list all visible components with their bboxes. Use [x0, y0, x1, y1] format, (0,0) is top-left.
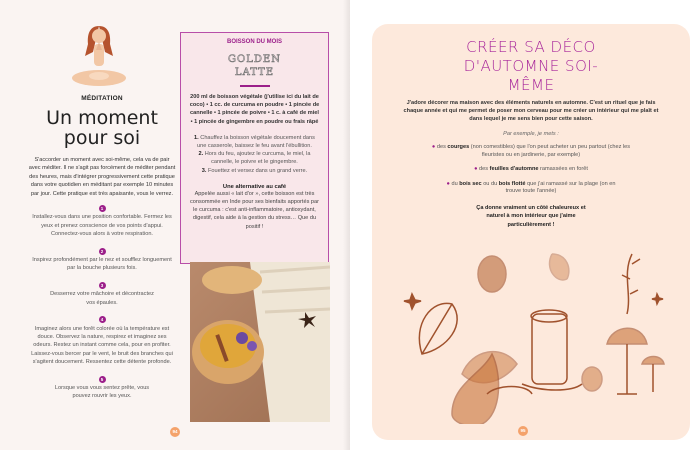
article-intro: S'accorder un moment avec soi-même, cela va de pair avec méditer. Il ne s'agit pas forcément de méditer pendant des heures, mais d'intégrer progressivement cette pratique dans votre quotidien en méditant par exemple 10 minutes par jour. Cette pratique est très apaisante, vous le verrez. [28, 157, 176, 197]
step-text: Installez-vous dans une position confortable. Fermez les yeux et prenez conscience de vos points d'appui. Connectez-vous alors à votre respiration. [32, 214, 172, 238]
recipe-kicker: BOISSON DU MOIS [226, 39, 282, 45]
alternative-title: Une alternative au café [222, 183, 287, 190]
recipe-title: GOLDEN LATTE [228, 54, 281, 78]
step-4 [28, 316, 176, 366]
meditation-woman-illustration [70, 20, 128, 90]
panel-intro: J'adore décorer ma maison avec des éléments naturels en automne. C'est un rituel que je fais chaque année et qui me permet de poser mon cerveau pour me créer un intérieur qui me plaît et dans lequel je me sens bien pour cette saison. [403, 100, 659, 122]
step-number: 4 [99, 316, 106, 323]
recipe-box [180, 32, 329, 264]
step-text: Lorsque vous vous sentez prête, vous pouvez rouvrir les yeux. [54, 384, 150, 400]
section-kicker: MÉDITATION [81, 95, 123, 102]
page-number-right: 95 [518, 426, 528, 436]
step-1 [28, 205, 176, 239]
step-2 [28, 248, 176, 273]
panel-title: CRÉER SA DÉCO D'AUTOMNE SOI-MÊME [463, 38, 599, 94]
step-number: 5 [99, 376, 106, 383]
recipe-step: 1. Chauffez la boisson végétale doucement dans une casserole, baissez le feu avant l'ébullition. [194, 134, 315, 150]
divider [240, 85, 270, 87]
step-text: Imaginez alors une forêt colorée où la température est douce. Observez la nature, respirez et imaginez ses odeurs. Restez un instant comme cela, pour en profiter. Laissez-vous bercer par le vent, le bruit des branches qui s'agitent doucement. Ressentez cette détente profonde. [31, 325, 173, 366]
recipe-step: 2. Hors du feu, ajoutez le curcuma, le miel, la cannelle, le poivre et le gingembre. [198, 151, 311, 166]
golden-latte-photo [190, 262, 330, 422]
list-item: ● des courges (non comestibles) que l'on peut acheter un peu partout (chez les fleuristes ou en jardinerie, par exemple) [431, 144, 631, 158]
panel-conclusion: Ça donne vraiment un côté chaleureux et naturel à mon intérieur que j'aime particulièrement ! [476, 204, 586, 228]
list-item: ● du bois sec ou du bois flotté que j'ai ramassé sur la plage (on en trouve toute l'année) [446, 180, 616, 194]
autumn-deco-panel [372, 24, 690, 440]
step-number: 2 [99, 248, 106, 255]
bullet-icon: ● [431, 144, 436, 150]
bullet-icon: ● [446, 180, 450, 187]
step-number: 3 [99, 282, 106, 289]
step-5 [28, 376, 176, 401]
step-text: Inspirez profondément par le nez et soufflez longuement par la bouche plusieurs fois. [32, 257, 172, 272]
page-number-left: 94 [170, 427, 180, 437]
example-label: Par exemple, je mets : [503, 131, 559, 137]
meditation-article [28, 95, 176, 401]
recipe-ingredients: 200 ml de boisson végétale (j'utilise ici du lait de coco) • 1 cc. de curcuma en poudre • 1 pincée de cannelle • 1 pincée de poivre • 1 c. à café de miel • 1 pincée de gingembre en poudre ou frais râpé [189, 94, 320, 125]
list-item: ● des feuilles d'automne ramassées en forêt [474, 166, 588, 172]
recipe-step: 3. Fouettez et versez dans un grand verre. [201, 167, 308, 174]
alternative-text: Appelée aussi « lait d'or », cette boisson est très consommée en Inde pour ses bienfaits apportés par le curcuma : c'est anti-inflammatoire, antioxydant, digestif, cela aide à la gestion du stress… Que du positif ! [189, 190, 320, 230]
step-text: Desserrez votre mâchoire et décontractez vos épaules. [50, 291, 154, 306]
article-title: Un moment pour soi [46, 107, 158, 149]
recipe-steps [189, 134, 320, 175]
autumn-illustration [392, 234, 672, 424]
bullet-icon: ● [474, 166, 478, 172]
step-number: 1 [99, 205, 106, 212]
step-3 [28, 282, 176, 307]
